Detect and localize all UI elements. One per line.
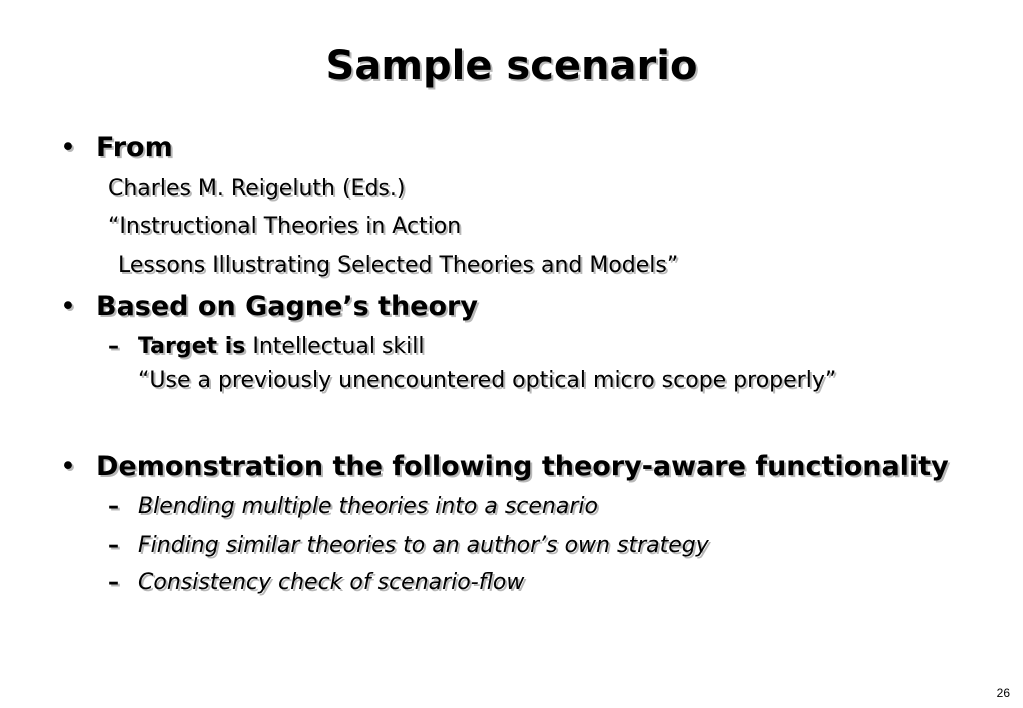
demo-item [108, 492, 598, 522]
target-value: Intellectual skill [245, 334, 425, 359]
bullet-label: From [96, 132, 173, 163]
demo-item-text: Blending multiple theories into a scenario [138, 494, 598, 519]
dash-marker: – [108, 334, 119, 359]
bullet-label: Demonstration the following theory-aware functionality [96, 451, 949, 482]
source-subtitle-line: Lessons Illustrating Selected Theories and Models” [118, 253, 679, 278]
demo-item [108, 531, 709, 561]
demo-item-text: Finding similar theories to an author’s own strategy [138, 533, 709, 558]
bullet-marker: • [60, 291, 76, 322]
target-line [108, 332, 425, 362]
source-author-line: Charles M. Reigeluth (Eds.) [108, 176, 406, 201]
bullet-marker: • [60, 451, 76, 482]
dash-marker: – [108, 570, 119, 595]
bullet-gagne [60, 290, 478, 324]
bullet-from [60, 131, 173, 165]
source-title-line: “Instructional Theories in Action [108, 214, 462, 239]
target-quote: “Use a previously unencountered optical micro scope properly” [138, 368, 837, 393]
dash-marker: – [108, 533, 119, 558]
page-number: 26 [996, 686, 1010, 700]
demo-item-text: Consistency check of scenario-flow [138, 570, 525, 595]
bullet-marker: • [60, 132, 76, 163]
bullet-label: Based on Gagne’s theory [96, 291, 478, 322]
bullet-demonstration [60, 450, 949, 484]
dash-marker: – [108, 494, 119, 519]
slide-title: Sample scenario [325, 43, 698, 89]
target-prefix: Target is [138, 334, 246, 359]
demo-item [108, 568, 524, 598]
